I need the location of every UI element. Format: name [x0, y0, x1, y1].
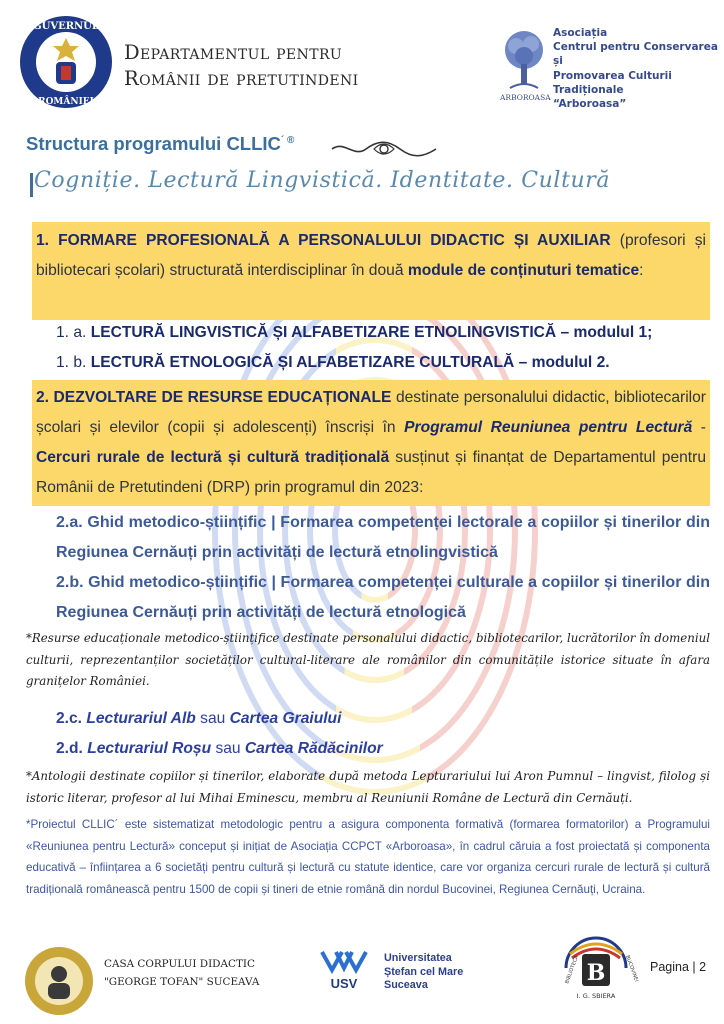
- program-motto: Cogniție. Lectură Lingvistică. Identitate. Cultură: [34, 168, 611, 193]
- lecturariu-white-sep: sau: [195, 710, 230, 727]
- guide-b: 2.b. Ghid metodico-științific | Formarea competenței culturale a copiilor și tinerilor din Regiunea Cernăuți prin activități de lectură etnologică: [56, 574, 710, 621]
- usv-line-3: Suceava: [384, 979, 428, 991]
- item-2-description: destinate personalului didactic, bibliotecarilor școlari și elevilor (copii și adolescenți) înscriși în: [36, 389, 706, 436]
- item-1-end: :: [639, 262, 644, 279]
- item-2-program: Programul Reuniunea pentru Lectură: [404, 419, 693, 436]
- association-line: Tradiționale: [553, 83, 624, 96]
- structure-title-text: Structura programului CLLIC: [26, 133, 281, 154]
- department-name: [124, 40, 359, 92]
- footnote-resources: *Resurse educaționale metodico-științifice destinate personalului didactic, bibliotecarilor, lucrătorilor în domeniul culturii, reprezentanților societăților cultural-literare ale românilor din comunitățile istorice situate în afara granițelor României.: [26, 631, 710, 688]
- item-1-heading: FORMARE PROFESIONALĂ A PERSONALULUI DIDACTIC ȘI AUXILIAR: [58, 232, 611, 249]
- library-logo: [560, 934, 640, 1002]
- lecturariu-red-alt: Cartea Rădăcinilor: [244, 740, 383, 757]
- footnote-anthologies: *Antologii destinate copiilor și tinerilor, elaborate după metoda Lepturariului lui Aron Pumnul – lingvist, filolog și istoric literar, profesor al lui Mihai Eminescu, membru al Reuniunii Române de Lectură din Cernăuți.: [26, 769, 710, 805]
- casa-corpului-didactic-name: [104, 955, 259, 991]
- module-1-prefix: 1. a.: [56, 324, 91, 341]
- lecturariu-red-title: Lecturariul Roșu: [87, 740, 212, 757]
- module-2-line: [56, 354, 610, 372]
- association-line: Asociația: [553, 27, 608, 39]
- module-2-prefix: 1. b.: [56, 354, 91, 371]
- casa-line-2: "GEORGE TOFAN" SUCEAVA: [104, 976, 260, 988]
- lecturariu-white-title: Lecturariul Alb: [86, 710, 196, 727]
- usv-logo: [318, 948, 370, 992]
- association-line: Centrul pentru Conservarea și: [553, 41, 718, 68]
- guide-a: 2.a. Ghid metodico-științific | Formarea competenței lectorale a copiilor și tinerilor din Regiunea Cernăuți prin activități de lectură etnolingvistică: [56, 514, 710, 561]
- structure-title-mark: ´ ®: [280, 134, 295, 146]
- association-name: [553, 26, 723, 111]
- department-line-1: Departamentul pentru: [124, 41, 343, 64]
- arboroasa-tree-logo: [500, 28, 548, 92]
- association-line: Promovarea Culturii: [553, 69, 672, 82]
- department-line-2: Românii de pretutindeni: [124, 67, 359, 90]
- item-2-heading: DEZVOLTARE DE RESURSE EDUCAȚIONALE: [53, 389, 392, 406]
- title-accent-bar: [30, 173, 33, 197]
- library-ring-right: BUCOVINEI: [624, 954, 640, 983]
- svg-text:B: B: [586, 960, 606, 986]
- arboroasa-caption: ARBOROASA: [500, 93, 551, 102]
- flourish-ornament: [330, 138, 438, 160]
- casa-corpului-didactic-logo: [24, 946, 94, 1016]
- gov-logo-text-top: GUVERNUL: [33, 21, 99, 32]
- usv-name: [384, 952, 463, 993]
- casa-line-1: CASA CORPULUI DIDACTIC: [104, 958, 255, 970]
- item-2-paragraph: [36, 383, 706, 503]
- project-note: *Proiectul CLLIC´ este sistematizat metodologic pentru a asigura componenta formativă (formarea formatorilor) a Programului «Reuniunea pentru Lectură» conceput și inițiat de Asociația CCPCT «Arboroasa», în cadrul căruia a fost proiectată și componenta educativă – înființarea a 6 societăți pentru cultură și lectură cu statute identice, care vor organiza cercuri rurale de lectură și cultură tradițională românească pentru 1500 de copii și tineri de etnie română din nordul Bucovinei, Regiunea Cernăuți, Ucraina.: [26, 818, 710, 896]
- item-2-circles: Cercuri rurale de lectură și cultură tradițională: [36, 449, 390, 466]
- item-1-number: 1.: [36, 232, 50, 249]
- lecturariu-red-prefix: 2.d.: [56, 740, 88, 757]
- structure-title: [26, 133, 294, 155]
- library-caption: I. G. SBIERA: [576, 992, 616, 1000]
- module-1-title: LECTURĂ LINGVISTICĂ ȘI ALFABETIZARE ETNOLINGVISTICĂ – modulul 1;: [90, 324, 653, 341]
- page-number: Pagina | 2: [650, 960, 707, 974]
- item-1-modules: module de conținuturi tematice: [407, 262, 640, 279]
- item-1-description: (profesori și bibliotecari școlari) structurată interdisciplinar în două: [36, 232, 706, 279]
- module-2-title: LECTURĂ ETNOLOGICĂ ȘI ALFABETIZARE CULTURALĂ – modulul 2.: [90, 354, 610, 371]
- lecturariu-red-sep: sau: [211, 740, 245, 757]
- usv-line-2: Ștefan cel Mare: [384, 965, 464, 978]
- item-2-end: susținut și finanțat de Departamentul pentru Românii de Pretutindeni (DRP) prin programul din 2023:: [36, 449, 706, 496]
- item-1-paragraph: [36, 226, 706, 286]
- lecturariu-red-line: [56, 740, 383, 758]
- government-logo: [18, 14, 114, 110]
- lecturariu-white-prefix: 2.c.: [56, 710, 87, 727]
- association-line: “Arboroasa”: [553, 98, 627, 111]
- lecturariu-white-alt: Cartea Graiului: [229, 710, 342, 727]
- usv-line-1: Universitatea: [384, 952, 452, 964]
- item-2-number: 2.: [36, 389, 50, 406]
- module-1-line: [56, 324, 652, 342]
- lecturariu-white-line: [56, 710, 341, 728]
- usv-abbr: USV: [330, 976, 358, 991]
- gov-logo-text-bottom: ROMÂNIEI: [38, 97, 94, 107]
- library-ring-left: BIBLIOTECA: [564, 954, 581, 985]
- item-2-dash: -: [692, 419, 706, 436]
